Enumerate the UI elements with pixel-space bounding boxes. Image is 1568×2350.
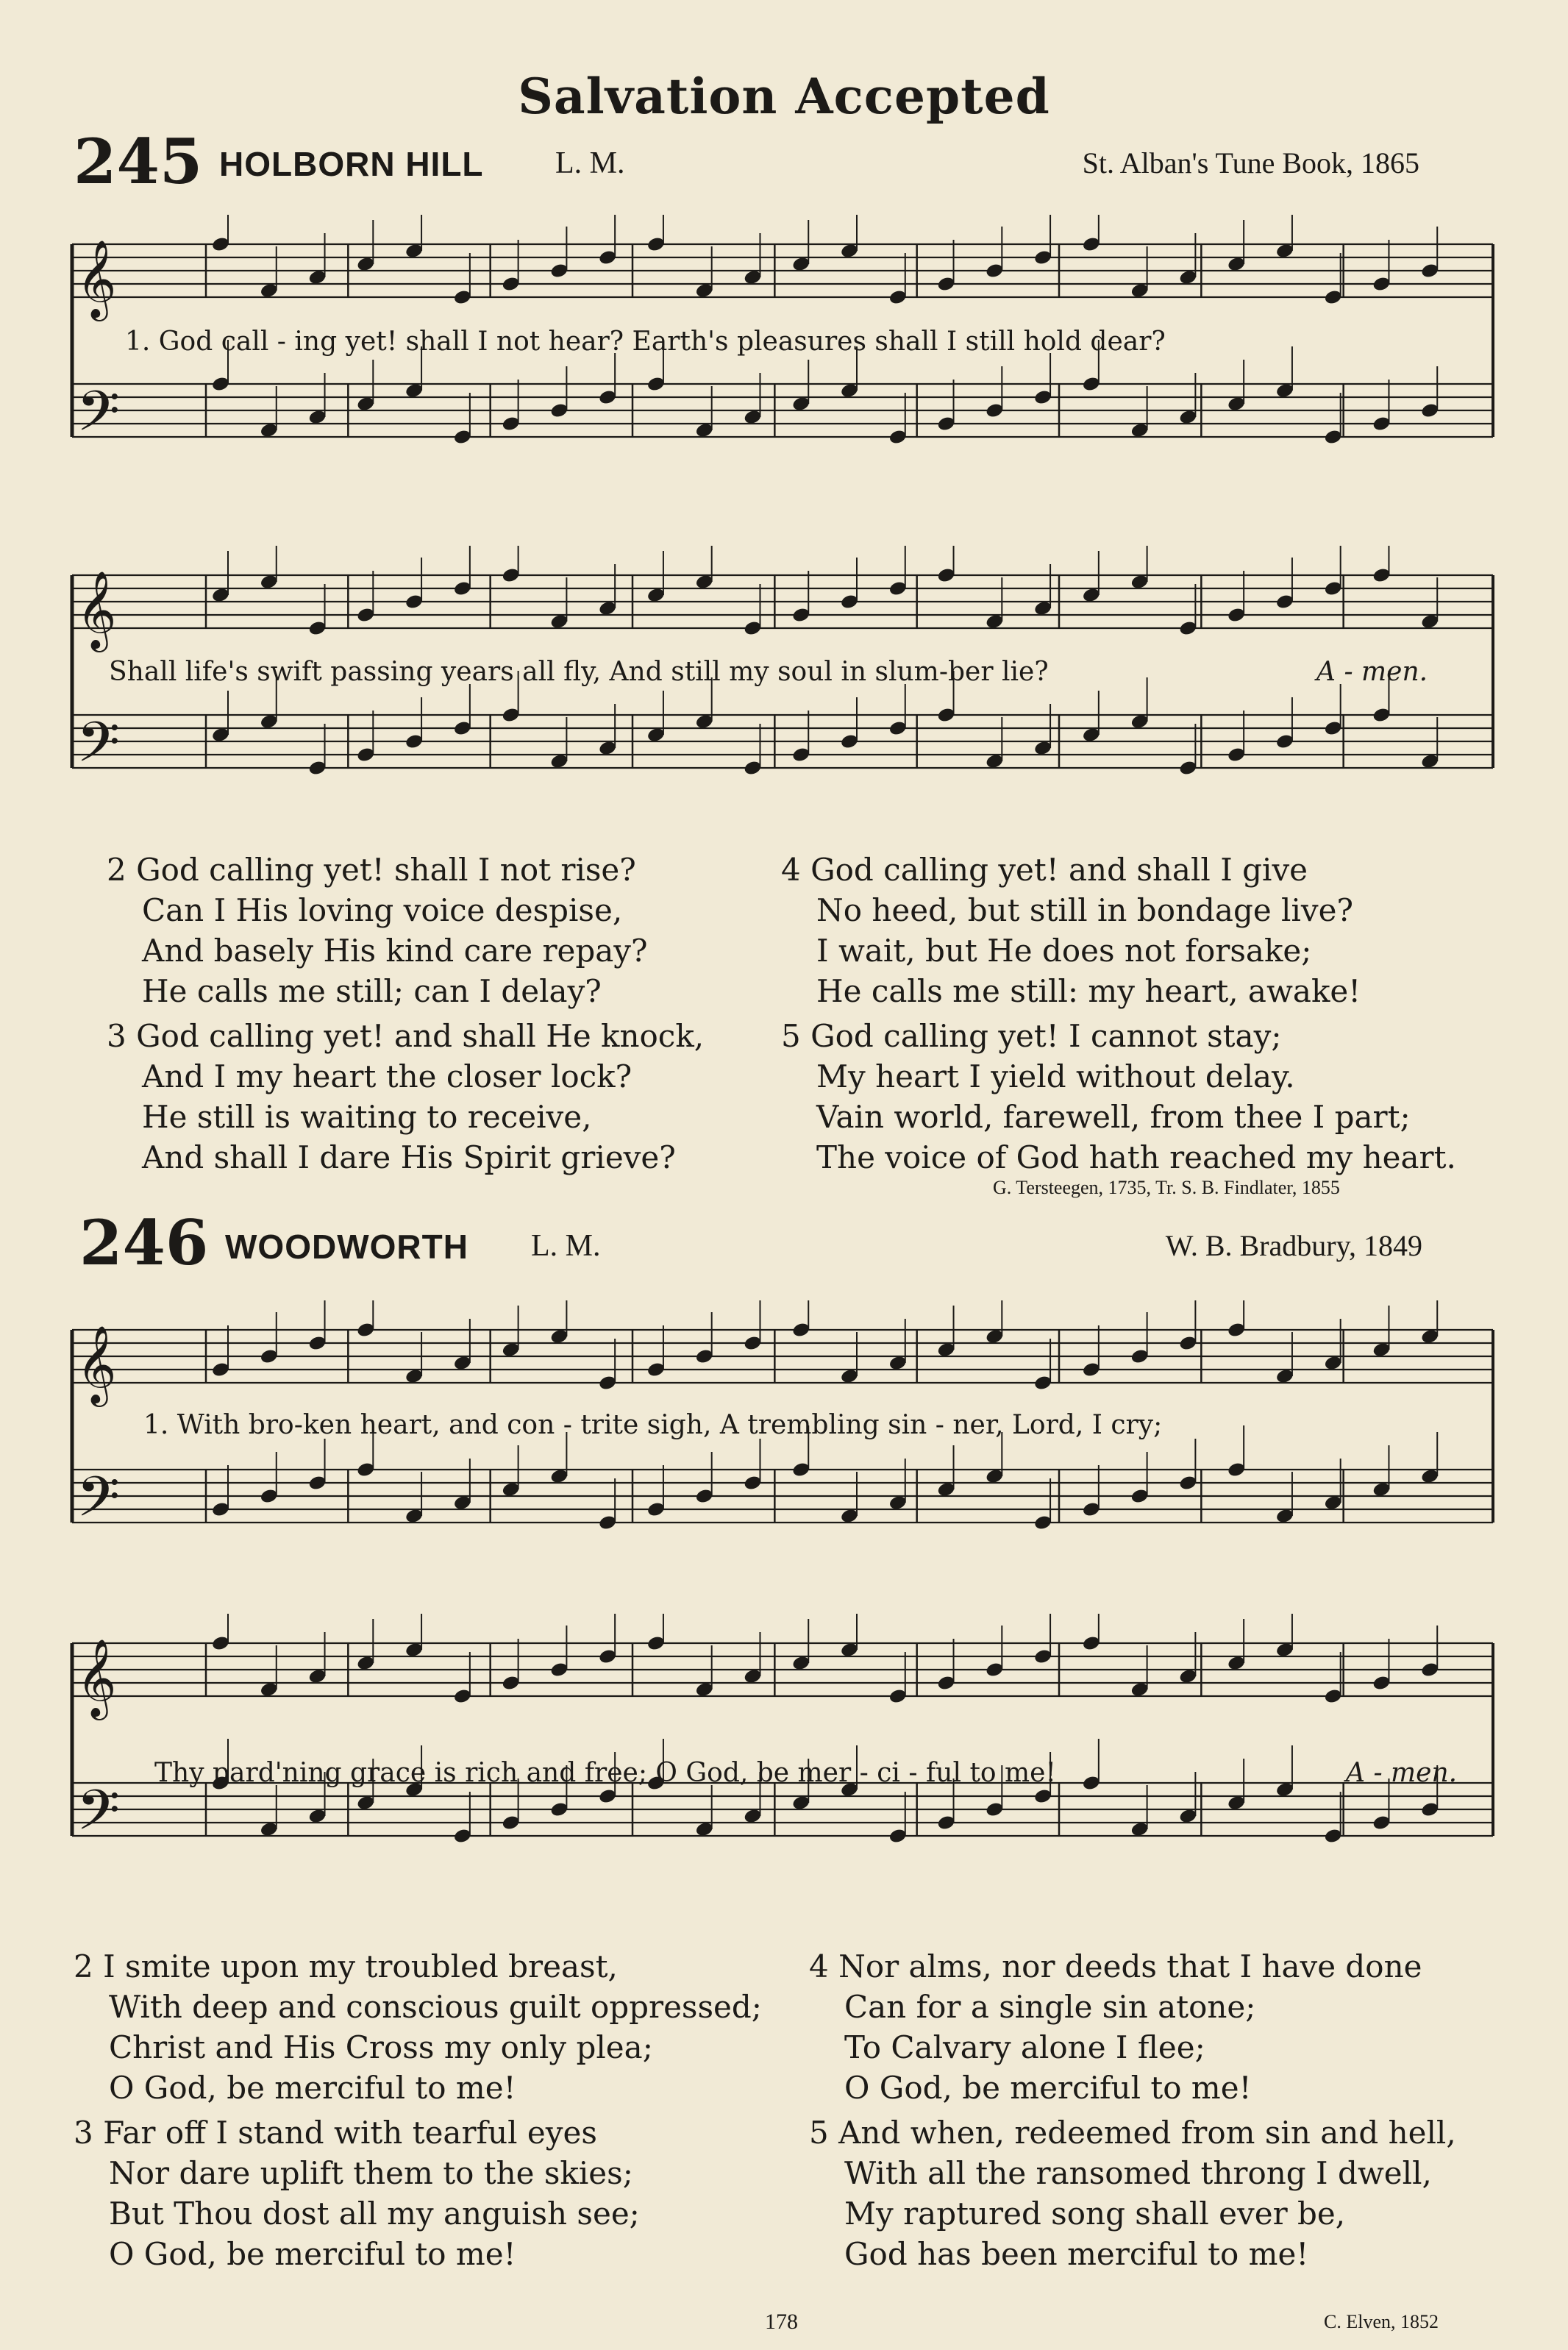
bass-clef-icon: 𝄢 [76,1778,121,1856]
verse-1-line-2: Shall life's swift passing years all fly, And still my soul in slum-ber lie? [109,657,1049,687]
verses-left-column [74,1946,794,2279]
bass-clef-icon: 𝄢 [76,1464,121,1543]
verse-5: 5 And when, redeemed from sin and hell, With all the ransomed throng I dwell, My raptured song shall ever be, God has been merciful to me! [809,2115,1456,2272]
treble-clef-icon: 𝄞 [76,570,117,649]
meter: L. M. [555,146,625,180]
text-credit: C. Elven, 1852 [1324,2311,1439,2332]
bass-clef-icon: 𝄢 [76,379,121,457]
verse-3: 3 God calling yet! and shall He knock, And I my heart the closer lock? He still is waiting to receive, And shall I dare His Spirit grieve? [107,1018,705,1175]
section-title: Salvation Accepted [518,68,1050,125]
treble-clef-icon: 𝄞 [76,239,117,318]
tune-name: HOLBORN HILL [219,145,484,183]
verse-4: 4 Nor alms, nor deeds that I have done Can for a single sin atone; To Calvary alone I flee; O God, be merciful to me! [809,1948,1422,2106]
hymn-number: 246 [79,1206,209,1279]
verse-1-line-2: Thy pard'ning grace is rich and free; O God, be mer - ci - ful to me! [154,1758,1056,1788]
page-number: 178 [765,2310,798,2334]
verse-1-line-1: 1. God call - ing yet! shall I not hear? Earth's pleasures shall I still hold dear? [125,327,1166,357]
music-system [66,215,1500,502]
composer: W. B. Bradbury, 1849 [1165,1229,1422,1262]
text-credit: G. Tersteegen, 1735, Tr. S. B. Findlater, 1855 [993,1177,1340,1198]
meter: L. M. [531,1229,601,1263]
music-system [66,1300,1500,1587]
verse-5: 5 God calling yet! I cannot stay; My heart I yield without delay. Vain world, farewell, from thee I part; The voice of God hath reached my heart. [781,1018,1456,1175]
verse-2: 2 God calling yet! shall I not rise? Can I His loving voice despise, And basely His kind care repay? He calls me still; can I delay? [107,852,648,1009]
verses-right-column [809,1946,1544,2279]
amen-label: A - men. [1316,657,1428,687]
verse-3: 3 Far off I stand with tearful eyes Nor dare uplift them to the skies; But Thou dost all my anguish see; O God, be merciful to me! [74,2115,640,2272]
treble-clef-icon: 𝄞 [76,1325,117,1403]
staff-system-svg [66,546,1500,833]
staff-system-svg [66,1300,1500,1587]
verse-2: 2 I smite upon my troubled breast, With deep and conscious guilt oppressed; Christ and His Cross my only plea; O God, be merciful to me! [74,1948,762,2106]
music-system [66,546,1500,833]
verses-left-column [107,850,754,1182]
verse-1-line-1: 1. With bro-ken heart, and con - trite sigh, A trembling sin - ner, Lord, I cry; [143,1410,1163,1440]
bass-clef-icon: 𝄢 [76,710,121,788]
treble-clef-icon: 𝄞 [76,1638,117,1717]
staff-system-svg [66,215,1500,502]
composer: St. Alban's Tune Book, 1865 [1082,146,1419,179]
tune-name: WOODWORTH [225,1228,468,1266]
hymn-number: 245 [74,125,203,198]
verse-4: 4 God calling yet! and shall I give No heed, but still in bondage live? I wait, but He does not forsake; He calls me still: my heart, awake! [781,852,1361,1009]
verses-right-column [781,850,1517,1182]
amen-label: A - men. [1346,1758,1458,1788]
